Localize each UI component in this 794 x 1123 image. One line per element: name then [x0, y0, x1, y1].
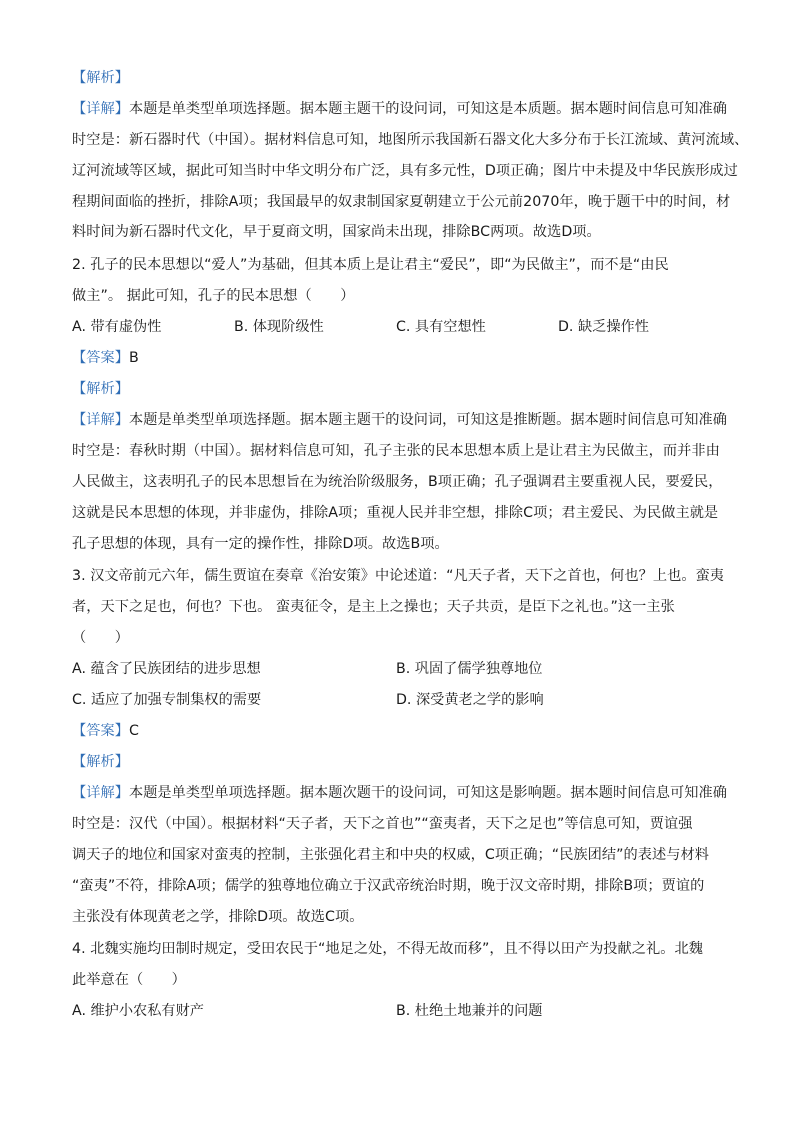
- detail-line: 辽河流域等区域，据此可知当时中华文明分布广泛，具有多元性，D项正确；图片中未提及中华民族形成过: [72, 163, 738, 179]
- detail-line: 【详解】本题是单类型单项选择题。据本题主题干的设问词，可知这是本质题。据本题时间信息可知准确: [72, 101, 727, 117]
- question-stem: 3. 汉文帝前元六年，儒生贾谊在奏章《治安策》中论述道：“凡天子者，天下之首也，何也？上也。蛮夷: [72, 568, 725, 584]
- detail-line: 主张没有体现黄老之学，排除D项。故选C项。: [72, 909, 364, 925]
- detail-line: 孔子思想的体现，具有一定的操作性，排除D项。故选B项。: [72, 536, 449, 552]
- question-stem: 4. 北魏实施均田制时规定，受田农民于“地足之处，不得无故而移”，且不得以田产为投献之礼。北魏: [72, 941, 703, 957]
- answer-line: 【答案】B: [72, 350, 139, 366]
- option-d: D. 深受黄老之学的影响: [396, 692, 544, 708]
- question-stem: 此举意在（ ）: [72, 972, 186, 988]
- question-stem: 2. 孔子的民本思想以“爱人”为基础，但其本质上是让君主“爱民”，即“为民做主”，而不是“由民: [72, 257, 669, 273]
- detail-line: 【详解】本题是单类型单项选择题。据本题次题干的设问词，可知这是影响题。据本题时间信息可知准确: [72, 785, 727, 801]
- answer-line: 【答案】C: [72, 723, 139, 739]
- option-c: C. 具有空想性: [396, 319, 486, 335]
- option-d: D. 缺乏操作性: [558, 319, 649, 335]
- option-a: A. 带有虚伪性: [72, 319, 162, 335]
- question-stem: （ ）: [72, 630, 129, 646]
- detail-line: 时空是：新石器时代（中国）。据材料信息可知，地图所示我国新石器文化大多分布于长江流域、黄河流域、: [72, 132, 749, 148]
- detail-line: 程期间面临的挫折，排除A项；我国最早的奴隶制国家夏朝建立于公元前2070年，晚于题干中的时间，材: [72, 194, 731, 210]
- detail-line: 这就是民本思想的体现，并非虚伪，排除A项；重视人民并非空想，排除C项；君主爱民、为民做主就是: [72, 505, 719, 521]
- detail-line: 调天子的地位和国家对蛮夷的控制，主张强化君主和中央的权威，C项正确；“民族团结”的表述与材料: [72, 847, 709, 863]
- analysis-heading: 【解析】: [72, 754, 129, 770]
- detail-line: 【详解】本题是单类型单项选择题。据本题主题干的设问词，可知这是推断题。据本题时间信息可知准确: [72, 412, 727, 428]
- detail-line: 料时间为新石器时代文化，早于夏商文明，国家尚未出现，排除BC两项。故选D项。: [72, 224, 601, 240]
- detail-line: 时空是：汉代（中国）。根据材料“天子者，天下之首也”“蛮夷者，天下之足也”等信息可知，贾谊强: [72, 816, 693, 832]
- option-b: B. 体现阶级性: [234, 319, 324, 335]
- question-stem: 者，天下之足也，何也？下也。 蛮夷征令，是主上之操也；天子共贡，是臣下之礼也。”这一主张: [72, 599, 675, 615]
- option-b: B. 杜绝土地兼并的问题: [396, 1003, 543, 1019]
- option-a: A. 维护小农私有财产: [72, 1003, 204, 1019]
- detail-line: 人民做主，这表明孔子的民本思想旨在为统治阶级服务，B项正确；孔子强调君主要重视人民，要爱民，: [72, 474, 723, 490]
- detail-line: “蛮夷”不符，排除A项；儒学的独尊地位确立于汉武帝统治时期，晚于汉文帝时期，排除B项；贾谊的: [72, 878, 705, 894]
- option-b: B. 巩固了儒学独尊地位: [396, 661, 543, 677]
- question-stem: 做主”。 据此可知，孔子的民本思想（ ）: [72, 288, 355, 304]
- option-a: A. 蕴含了民族团结的进步思想: [72, 661, 261, 677]
- option-c: C. 适应了加强专制集权的需要: [72, 692, 262, 708]
- analysis-heading: 【解析】: [72, 381, 129, 397]
- analysis-heading: 【解析】: [72, 70, 129, 86]
- detail-line: 时空是：春秋时期（中国）。据材料信息可知，孔子主张的民本思想本质上是让君主为民做主，而并非由: [72, 443, 720, 459]
